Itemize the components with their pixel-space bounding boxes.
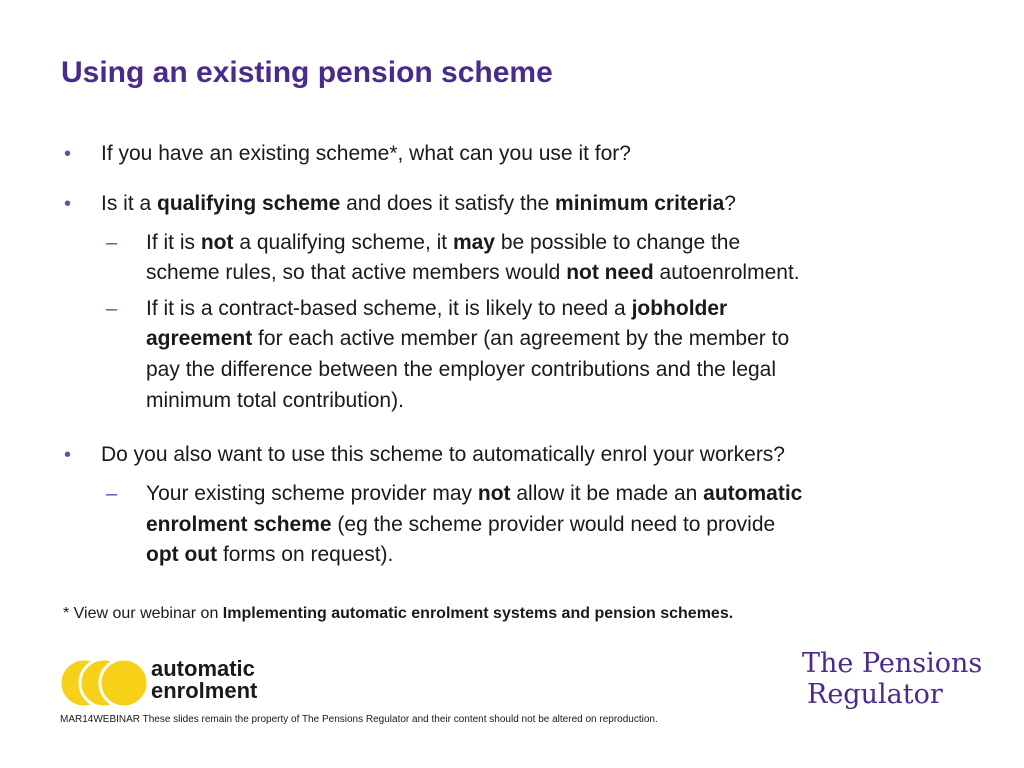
sub-bullet-text: [146, 258, 800, 288]
text-run: If it is: [146, 231, 201, 254]
bullet-1-text: If you have an existing scheme*, what can you use it for?: [101, 142, 631, 165]
text-run: scheme rules, so that active members would: [146, 261, 567, 284]
text-run: Is it a: [101, 192, 158, 215]
footnote: [63, 603, 733, 625]
logo-wordmark: [151, 658, 257, 702]
text-run: allow it be made an: [510, 482, 704, 505]
bold-text: opt out: [146, 543, 218, 566]
sub-bullet-marker: –: [106, 483, 118, 505]
bullet-3-text: Do you also want to use this scheme to automatically enrol your workers?: [101, 443, 785, 466]
logo-line: automatic: [151, 656, 255, 681]
text-run: ?: [724, 192, 736, 215]
text-run: for each active member (an agreement by the member to: [252, 327, 790, 350]
enrolment-circles-icon: [58, 657, 150, 709]
automatic-enrolment-logo: [58, 654, 268, 712]
sub-bullet-text: [146, 540, 393, 570]
text-run: a qualifying scheme, it: [233, 231, 453, 254]
bold-text: not need: [566, 261, 654, 284]
sub-bullet-marker: –: [106, 298, 118, 320]
bold-text: qualifying scheme: [157, 192, 341, 215]
copyright-notice: MAR14WEBINAR These slides remain the property of The Pensions Regulator and their content should not be altered on reproduction.: [60, 714, 658, 725]
bullet-marker: •: [64, 193, 72, 215]
text-run: Your existing scheme provider may: [146, 482, 478, 505]
sub-bullet-text: [146, 324, 789, 354]
text-run: (eg the scheme provider would need to provide: [331, 513, 776, 536]
text-run: and does it satisfy the: [340, 192, 556, 215]
bullet-marker: •: [64, 444, 72, 466]
bold-text: agreement: [146, 327, 253, 350]
text-run: forms on request).: [217, 543, 394, 566]
sub-bullet-text: pay the difference between the employer contributions and the legal: [146, 358, 777, 381]
bold-text: enrolment scheme: [146, 513, 332, 536]
bold-text: not: [200, 231, 234, 254]
sub-bullet-text: [146, 228, 740, 258]
logo-line: Regulator: [807, 679, 943, 710]
bold-text: minimum criteria: [555, 192, 725, 215]
bold-text: not: [477, 482, 511, 505]
text-run: * View our webinar on: [63, 605, 223, 622]
text-run: If it is a contract-based scheme, it is likely to need a: [146, 297, 632, 320]
bullet-marker: •: [64, 143, 72, 165]
pensions-regulator-logo: [802, 648, 982, 710]
text-run: be possible to change the: [494, 231, 741, 254]
bold-text: may: [452, 231, 495, 254]
sub-bullet-text: [146, 479, 802, 509]
text-run: autoenrolment.: [653, 261, 800, 284]
logo-line: The Pensions: [802, 648, 983, 679]
bold-text: jobholder: [631, 297, 728, 320]
bullet-2-text: [101, 189, 736, 219]
sub-bullet-marker: –: [106, 232, 118, 254]
sub-bullet-text: minimum total contribution).: [146, 389, 404, 412]
slide-title: Using an existing pension scheme: [61, 56, 553, 89]
logo-line: enrolment: [151, 678, 258, 703]
sub-bullet-text: [146, 294, 727, 324]
webinar-link-text: Implementing automatic enrolment systems and pension schemes.: [222, 605, 734, 622]
bold-text: automatic: [703, 482, 803, 505]
sub-bullet-text: [146, 510, 775, 540]
